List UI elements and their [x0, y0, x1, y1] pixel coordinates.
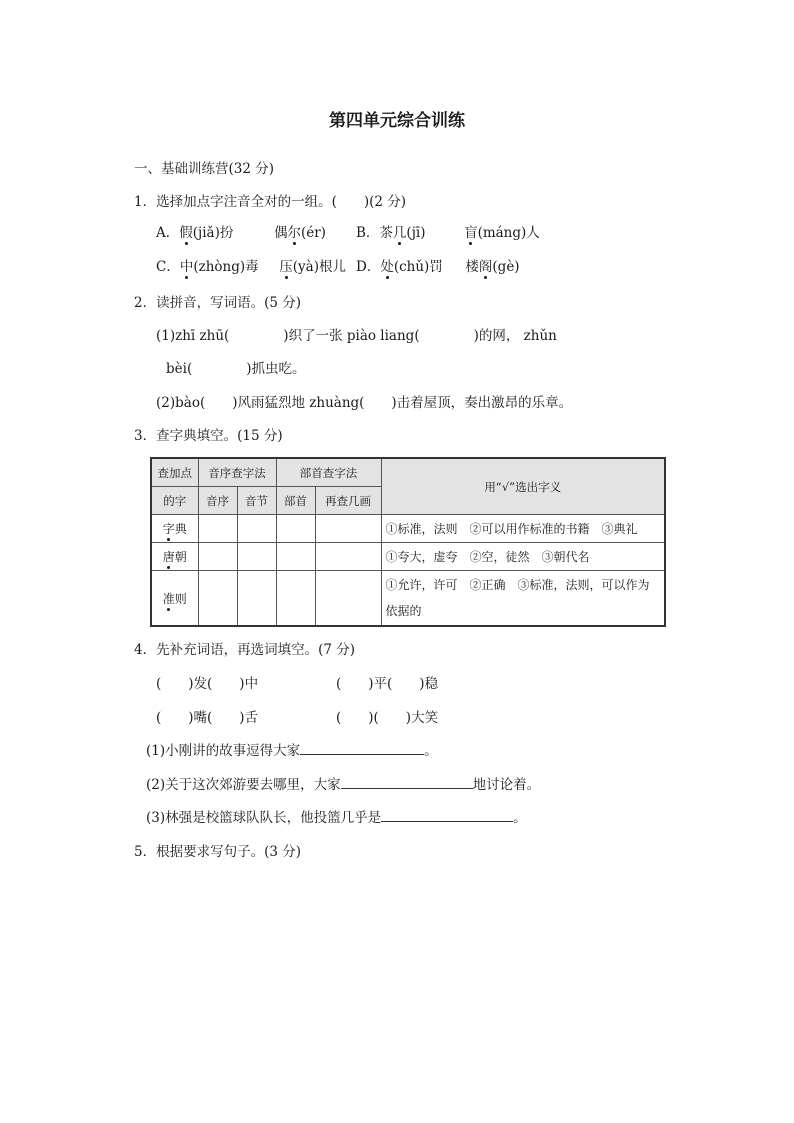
header-radical: 部首 [276, 487, 315, 515]
answer-cell[interactable] [237, 543, 276, 571]
option-label: B． [356, 225, 380, 241]
answer-cell[interactable] [198, 515, 237, 543]
lookup-word [151, 571, 198, 627]
pinyin-text: (máng)人 [477, 225, 540, 241]
question-5-stem: 5．根据要求写句子。(3 分) [134, 844, 302, 860]
dotted-char: 阁 [479, 255, 493, 275]
option-label: A． [156, 225, 180, 241]
dotted-char: 字 [162, 522, 175, 536]
sentence-text: (2)关于这次郊游要去哪里，大家 [146, 777, 341, 793]
lookup-word [151, 515, 198, 543]
section-heading: 一、基础训练营(32 分) [134, 161, 275, 177]
question-2-line-1: (1)zhī zhū( )织了一张 piào liang( )的网， zhǔn [156, 328, 557, 344]
idiom-blank[interactable]: ( )发( )中 [156, 676, 259, 692]
dotted-char: 几 [393, 221, 407, 241]
word-rest: 典 [174, 522, 187, 536]
pinyin-text: (jiǎ)扮 [192, 225, 234, 241]
answer-cell[interactable] [315, 543, 381, 571]
dotted-char: 盲 [464, 221, 478, 241]
lookup-word [151, 543, 198, 571]
fill-sentence-3 [146, 806, 527, 826]
answer-cell[interactable] [198, 571, 237, 627]
dotted-char: 假 [179, 221, 193, 241]
meaning-options: ①允许，许可 ②正确 ③标准，法则，可以作为依据的 [381, 571, 665, 627]
option-b [356, 221, 540, 241]
answer-cell[interactable] [237, 515, 276, 543]
answer-cell[interactable] [315, 515, 381, 543]
pinyin-text: (jī) [406, 225, 426, 241]
text: 茶 [379, 225, 393, 241]
table-row [151, 543, 665, 571]
word-rest: 朝 [174, 550, 187, 564]
sentence-text: (3)林强是校篮球队队长，他投篮几乎是 [146, 810, 382, 826]
dotted-char: 准 [162, 591, 175, 606]
pinyin-text: (chǔ)罚 [393, 259, 443, 275]
fill-sentence-2 [146, 773, 540, 793]
dotted-char: 处 [380, 255, 394, 275]
option-c [156, 255, 346, 275]
answer-cell[interactable] [315, 571, 381, 627]
pinyin-text: (gè) [492, 259, 520, 275]
meaning-options: ①标准，法则 ②可以用作标准的书籍 ③典礼 [381, 515, 665, 543]
sentence-text: (1)小刚讲的故事逗得大家 [146, 743, 301, 759]
dotted-char: 压 [279, 255, 293, 275]
header-lookup-char-2: 的字 [151, 487, 198, 515]
answer-cell[interactable] [276, 571, 315, 627]
question-2-line-3: (2)bào( )风雨猛烈地 zhuàng( )击着屋顶，奏出激昂的乐章。 [156, 395, 573, 411]
header-index-letter: 音序 [198, 487, 237, 515]
sentence-text: 。 [513, 810, 527, 826]
answer-cell[interactable] [198, 543, 237, 571]
word-rest: 则 [174, 591, 187, 606]
dotted-char: 尔 [287, 221, 301, 241]
question-4-stem: 4．先补充词语，再选词填空。(7 分) [134, 642, 356, 658]
meaning-options: ①夸大，虚夸 ②空，徒然 ③朝代名 [381, 543, 665, 571]
dictionary-table [150, 457, 666, 627]
question-2-line-2: bèi( )抓虫吃。 [166, 361, 306, 377]
answer-blank[interactable] [381, 810, 513, 822]
pinyin-text: (yà)根儿 [292, 259, 346, 275]
sentence-text: 地讨论着。 [472, 777, 541, 793]
header-phonetic-method: 音序查字法 [198, 458, 276, 487]
pinyin-text: (zhòng)毒 [193, 259, 259, 275]
header-meaning: 用“√”选出字义 [381, 458, 665, 515]
answer-blank[interactable] [300, 743, 424, 755]
text: 偶 [273, 225, 288, 241]
header-stroke-count: 再查几画 [315, 487, 381, 515]
header-lookup-char: 查加点 [151, 458, 198, 487]
pinyin-text: (ér) [300, 225, 326, 241]
answer-cell[interactable] [276, 515, 315, 543]
question-2-stem: 2．读拼音，写词语。(5 分) [134, 295, 302, 311]
sentence-text: 。 [424, 743, 438, 759]
answer-cell[interactable] [276, 543, 315, 571]
fill-sentence-1 [146, 739, 438, 759]
question-3-stem: 3．查字典填空。(15 分) [134, 428, 283, 444]
idiom-blank[interactable]: ( )平( )稳 [336, 676, 439, 692]
answer-blank[interactable] [341, 777, 473, 789]
dotted-char: 唐 [162, 550, 175, 564]
question-1-stem: 1．选择加点字注音全对的一组。( )(2 分) [134, 194, 407, 210]
header-syllable: 音节 [237, 487, 276, 515]
header-radical-method: 部首查字法 [276, 458, 381, 487]
idiom-blank[interactable]: ( )嘴( )舌 [156, 710, 259, 726]
dotted-char: 中 [180, 255, 194, 275]
answer-cell[interactable] [237, 571, 276, 627]
table-row [151, 515, 665, 543]
option-label: D． [356, 259, 381, 275]
option-d [356, 255, 520, 275]
option-a [156, 221, 326, 241]
table-row [151, 571, 665, 627]
page-title: 第四单元综合训练 [329, 111, 465, 131]
option-label: C． [156, 259, 180, 275]
idiom-blank[interactable]: ( )( )大笑 [336, 710, 439, 726]
text: 楼 [465, 259, 479, 275]
